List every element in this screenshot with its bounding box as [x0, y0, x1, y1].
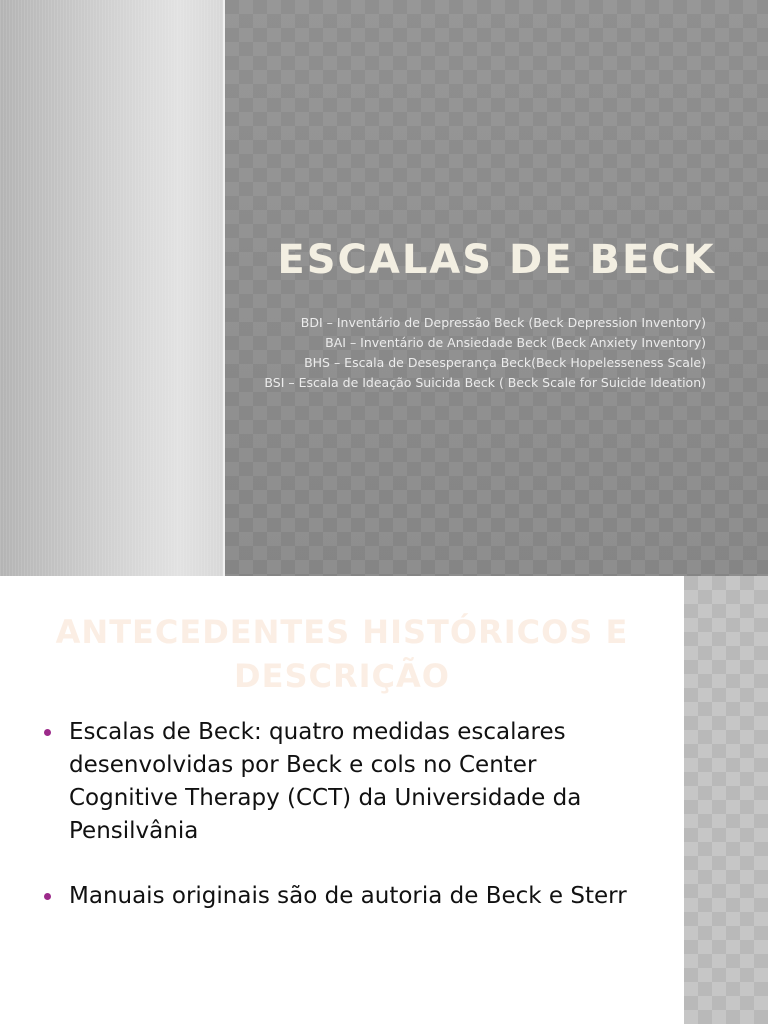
scale-item-bdi: BDI – Inventário de Depressão Beck (Beck Depression Inventory) — [300, 315, 706, 330]
bullet-text: Escalas de Beck: quatro medidas escalares desenvolvidas por Beck e cols no Center Cognitive Therapy (CCT) da Universidade da Pensilvânia — [69, 719, 582, 844]
scale-item-bai: BAI – Inventário de Ansiedade Beck (Beck Anxiety Inventory) — [325, 335, 706, 350]
scale-item-bsi: BSI – Escala de Ideação Suicida Beck ( Beck Scale for Suicide Ideation) — [264, 375, 706, 390]
scale-item-bhs: BHS – Escala de Desesperança Beck(Beck Hopelesseness Scale) — [304, 355, 706, 370]
bullet-dot-icon — [44, 893, 51, 900]
slide-left-panel — [0, 0, 223, 576]
bullet-item — [44, 880, 644, 913]
scale-list — [260, 314, 706, 394]
slide-title-heading: ESCALAS DE BECK — [277, 237, 716, 283]
bullet-item — [44, 716, 644, 848]
bullet-text: Manuais originais são de autoria de Beck e Sterr — [69, 883, 627, 909]
bullet-dot-icon — [44, 729, 51, 736]
bullet-list — [44, 716, 644, 945]
slide-patterned-background — [225, 0, 768, 576]
slide-patterned-strip — [684, 576, 768, 1024]
slide-history — [0, 576, 768, 1024]
slide-history-heading: ANTECEDENTES HISTÓRICOS E DESCRIÇÃO — [55, 613, 629, 695]
